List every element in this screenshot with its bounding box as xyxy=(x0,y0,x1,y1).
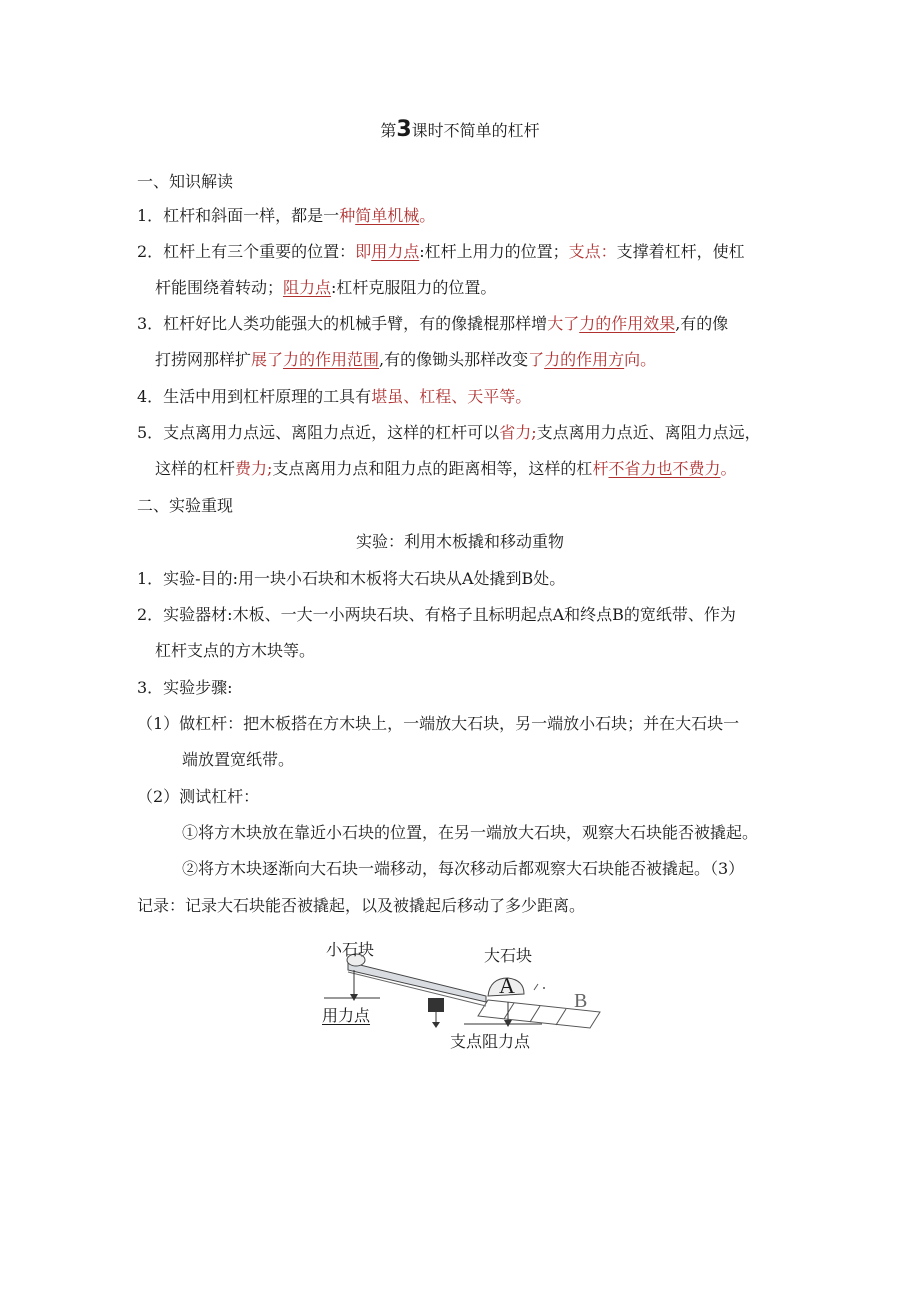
knowledge-item-2-line-2: 杆能围绕着转动；阻力点:杠杆克服阻力的位置。 xyxy=(155,278,497,297)
answer-effort-point: 用力点 xyxy=(371,242,420,261)
experiment-materials-line-1: 2．实验器材:木板、一大一小两块石块、有格子且标明起点A和终点B的宽纸带、作为 xyxy=(137,605,736,624)
answer-force-direction: 力的作用方 xyxy=(544,350,625,369)
answer-fulcrum: 支点 xyxy=(568,242,601,261)
weight-block xyxy=(428,998,444,1012)
step-2-item-a: ①将方木块放在靠近小石块的位置，在另一端放大石块，观察大石块能否被撬起。 xyxy=(182,823,759,842)
step-2-item-b: ②将方木块逐渐向大石块一端移动，每次移动后都观察大石块能否被撬起。（3） xyxy=(182,859,745,878)
knowledge-item-3-line-1: 3．杠杆好比人类功能强大的机械手臂，有的像撬棍那样增大了力的作用效果,有的像 xyxy=(137,314,729,333)
label-effort-point: 用力点 xyxy=(322,1006,371,1025)
experiment-steps-heading: 3．实验步骤: xyxy=(137,678,233,697)
page-title: 第3课时不简单的杠杆 xyxy=(380,117,540,142)
answer-neither: 不省力也不费力 xyxy=(608,459,721,478)
answer-waste-force: 费力; xyxy=(235,459,273,478)
answer-save-force: 省力; xyxy=(499,423,537,442)
answer-tools: 堪虽、杠程、天平等。 xyxy=(371,387,532,406)
label-big-stone: 大石块 xyxy=(484,946,533,965)
answer-resistance-point: 阻力点 xyxy=(283,278,332,297)
knowledge-item-4: 4．生活中用到杠杆原理的工具有堪虽、杠程、天平等。 xyxy=(137,387,532,406)
lever-diagram xyxy=(318,938,608,1060)
tick-mark xyxy=(534,984,538,990)
step-1-line-1: （1）做杠杆：把木板搭在方木块上，一端放大石块，另一端放小石块；并在大石块一 xyxy=(137,714,740,733)
answer-force-effect: 力的作用效果 xyxy=(579,314,676,333)
wooden-board xyxy=(348,962,486,1002)
knowledge-item-2-line-1: 2．杠杆上有三个重要的位置：即用力点:杠杆上用力的位置；支点：支撑着杠杆，使杠 xyxy=(137,242,745,261)
knowledge-item-5-line-1: 5．支点离用力点远、离阻力点近，这样的杠杆可以省力;支点离用力点近、离阻力点远， xyxy=(137,423,761,442)
experiment-materials-line-2: 杠杆支点的方木块等。 xyxy=(155,641,316,660)
answer-simple-machine: 简单机械 xyxy=(355,206,420,225)
knowledge-item-5-line-2: 这样的杠杆费力;支点离用力点和阻力点的距离相等，这样的杠杆不省力也不费力。 xyxy=(155,459,737,478)
label-small-stone: 小石块 xyxy=(326,940,375,959)
knowledge-item-3-line-2: 打捞网那样扩展了力的作用范围,有的像锄头那样改变了力的作用方向。 xyxy=(155,350,657,369)
knowledge-item-1: 1．杠杆和斜面一样，都是一种简单机械。 xyxy=(137,206,436,225)
dot-mark xyxy=(543,987,545,989)
label-point-a: A xyxy=(499,973,515,998)
section-heading-knowledge: 一、知识解读 xyxy=(137,172,234,191)
label-fulcrum-resistance: 支点阻力点 xyxy=(450,1032,531,1051)
step-1-line-2: 端放置宽纸带。 xyxy=(182,750,295,769)
experiment-title: 实验：利用木板撬和移动重物 xyxy=(355,532,564,551)
step-2-heading: （2）测试杠杆： xyxy=(137,787,260,806)
section-heading-experiment: 二、实验重现 xyxy=(137,496,234,515)
experiment-purpose: 1．实验-目的:用一块小石块和木板将大石块从A处撬到B处。 xyxy=(137,569,566,588)
step-3-record: 记录：记录大石块能否被撬起，以及被撬起后移动了多少距离。 xyxy=(137,896,586,915)
board-edge xyxy=(348,972,486,1006)
weight-arrowhead xyxy=(432,1022,440,1028)
answer-force-range: 力的作用范围 xyxy=(283,350,380,369)
label-point-b: B xyxy=(574,990,588,1012)
